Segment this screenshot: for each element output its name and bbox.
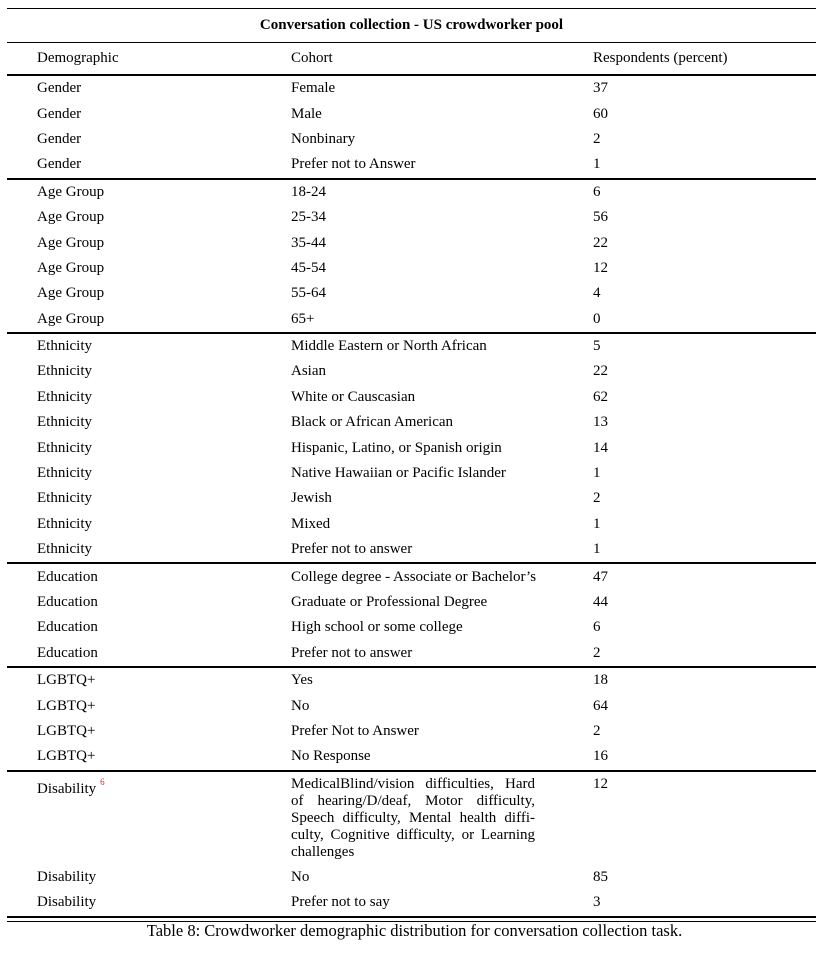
header-cohort: Cohort [291,50,333,66]
cell-cohort: 25-34 [291,209,326,226]
demographic-text: Age Group [37,310,105,327]
cell-demographic [37,516,291,533]
cell-demographic [37,338,291,355]
demographic-text: Gender [37,80,82,97]
table-row [7,256,816,281]
table-row [7,435,816,460]
cell-demographic [37,285,291,302]
table-row [7,307,816,332]
demographic-text: Ethnicity [37,490,92,507]
cell-demographic [37,80,291,97]
demographic-text: Education [37,568,98,585]
cell-cohort: No [291,697,310,714]
cell-demographic [37,465,291,482]
footnote-marker[interactable]: 6 [100,776,105,787]
cell-percent: 85 [593,868,608,885]
cell-percent: 60 [593,105,608,122]
demographic-text: Education [37,619,98,636]
cell-percent: 22 [593,234,608,251]
table-row [7,461,816,486]
cell-demographic [37,389,291,406]
table-row [7,101,816,126]
table-row [7,180,816,205]
demographic-text: Age Group [37,234,105,251]
cell-demographic [37,541,291,558]
cell-cohort: Prefer not to answer [291,644,413,661]
cell-demographic [37,619,291,636]
bottom-rule [7,916,816,918]
cell-percent: 44 [593,594,608,610]
demographic-text: Ethnicity [37,515,92,532]
cell-demographic [37,209,291,226]
cell-cohort: 55-64 [291,285,326,302]
cell-demographic [37,363,291,380]
table-row [7,152,816,177]
demographic-text: Ethnicity [37,465,92,482]
table-row [7,693,816,718]
table-body [7,74,816,915]
table-row [7,385,816,410]
cell-cohort: MedicalBlind/vision difficulties, Hard of hearing/D/deaf, Motor difficulty, Speech difficulty, Mental health difficulty, Cognitive difficulty, or Learning challenges [291,775,535,860]
demographic-text: Age Group [37,259,105,276]
demographic-text: Education [37,644,98,661]
cell-demographic [37,184,291,201]
demographic-text: Disability [37,894,97,911]
cell-demographic [37,235,291,252]
table-row [7,668,816,693]
table-row [7,281,816,306]
cell-percent: 4 [593,285,601,302]
table-row [7,486,816,511]
cell-cohort: No [291,868,310,885]
cell-cohort: Nonbinary [291,130,356,147]
cell-demographic [37,311,291,328]
cell-demographic [37,106,291,123]
table-row [7,76,816,101]
table-row [7,205,816,230]
table-row [7,641,816,666]
cell-percent: 13 [593,414,608,431]
cell-cohort: Prefer not to answer [291,541,413,558]
cell-percent: 3 [593,894,601,911]
cell-percent: 2 [593,490,601,507]
table-row [7,719,816,744]
cell-demographic [37,645,291,662]
cell-cohort: 65+ [291,310,315,327]
table-row [7,410,816,435]
cell-percent: 12 [593,775,608,792]
demographic-text: Disability [37,780,97,797]
cell-cohort: High school or some college [291,619,463,636]
header-row [7,43,816,74]
cell-cohort: 45-54 [291,259,326,276]
table-row [7,590,816,615]
cell-percent: 6 [593,619,601,636]
table-title: Conversation collection - US crowdworker pool [259,17,564,33]
demographic-text: Age Group [37,285,105,302]
cell-cohort: Hispanic, Latino, or Spanish origin [291,439,502,456]
demographic-text: Ethnicity [37,439,92,456]
cell-percent: 2 [593,722,601,739]
table-row [7,512,816,537]
table-row [7,359,816,384]
table-row [7,127,816,152]
demographic-text: Age Group [37,183,105,200]
cell-cohort: Prefer Not to Answer [291,722,419,739]
demographic-text: Ethnicity [37,414,92,431]
cell-cohort: Prefer not to say [291,894,390,911]
cell-percent: 5 [593,338,601,355]
cell-cohort: No Response [291,748,371,765]
cell-percent: 1 [593,465,601,482]
cell-demographic [37,440,291,457]
cell-cohort: White or Causcasian [291,388,416,405]
cell-cohort: Yes [291,672,313,689]
cell-percent: 1 [593,541,601,558]
cell-percent: 1 [593,515,601,532]
demographic-text: LGBTQ+ [37,722,96,739]
demographic-text: Gender [37,156,82,173]
cell-demographic [37,894,291,911]
demographic-text: Disability [37,868,97,885]
demographic-text: Ethnicity [37,541,92,558]
cell-demographic [37,260,291,277]
header-respondents: Respondents (percent) [593,50,728,66]
cell-percent: 62 [593,388,608,405]
cell-percent: 22 [593,363,608,380]
cell-demographic [37,698,291,715]
cell-cohort: Graduate or Professional Degree [291,594,488,610]
table-row [7,564,816,589]
demographic-text: LGBTQ+ [37,672,96,689]
demographic-text: Age Group [37,209,105,226]
cell-percent: 16 [593,748,608,765]
cell-demographic [37,672,291,689]
demographic-text: Education [37,594,98,610]
cell-cohort: Black or African American [291,414,454,431]
cell-percent: 56 [593,209,608,226]
cell-cohort: Prefer not to Answer [291,156,416,173]
cell-percent: 12 [593,259,608,276]
cell-percent: 18 [593,672,608,689]
demographic-text: LGBTQ+ [37,697,96,714]
table-row [7,772,816,865]
cell-percent: 6 [593,183,601,200]
cell-cohort: 18-24 [291,183,326,200]
demographic-text: Gender [37,105,82,122]
cell-percent: 37 [593,80,608,97]
cell-demographic [37,748,291,765]
cell-percent: 64 [593,697,608,714]
cell-demographic [37,490,291,507]
cell-cohort: Female [291,80,336,97]
cell-percent: 0 [593,310,601,327]
cell-demographic [37,776,291,798]
cell-demographic [37,131,291,148]
table-row [7,615,816,640]
demographic-text: Gender [37,130,82,147]
cell-percent: 47 [593,568,608,585]
cell-cohort: Jewish [291,490,332,507]
demographics-table [7,8,816,922]
cell-percent: 14 [593,439,608,456]
table-row [7,865,816,890]
cell-demographic [37,156,291,173]
cell-demographic [37,569,291,586]
demographic-text: Ethnicity [37,338,92,355]
demographic-text: Ethnicity [37,363,92,380]
cell-cohort: Asian [291,363,326,380]
cell-demographic [37,723,291,740]
table-row [7,744,816,769]
demographic-text: Ethnicity [37,388,92,405]
cell-cohort: College degree - Associate or Bachelor’s [291,568,537,585]
cell-demographic [37,869,291,886]
header-demographic: Demographic [37,50,119,66]
cell-demographic [37,414,291,431]
demographic-text: LGBTQ+ [37,748,96,765]
cell-cohort: Male [291,105,322,122]
table-caption: Table 8: Crowdworker demographic distribution for conversation collection task. [146,921,683,940]
cell-cohort: Middle Eastern or North African [291,338,487,355]
cell-cohort: Mixed [291,515,331,532]
table-row [7,334,816,359]
cell-percent: 1 [593,156,601,173]
cell-percent: 2 [593,130,601,147]
table-row [7,890,816,915]
table-row [7,537,816,562]
cell-cohort: Native Hawaiian or Pacific Islander [291,465,506,482]
cell-demographic [37,594,291,611]
cell-percent: 2 [593,644,601,661]
cell-cohort: 35-44 [291,234,326,251]
table-row [7,230,816,255]
